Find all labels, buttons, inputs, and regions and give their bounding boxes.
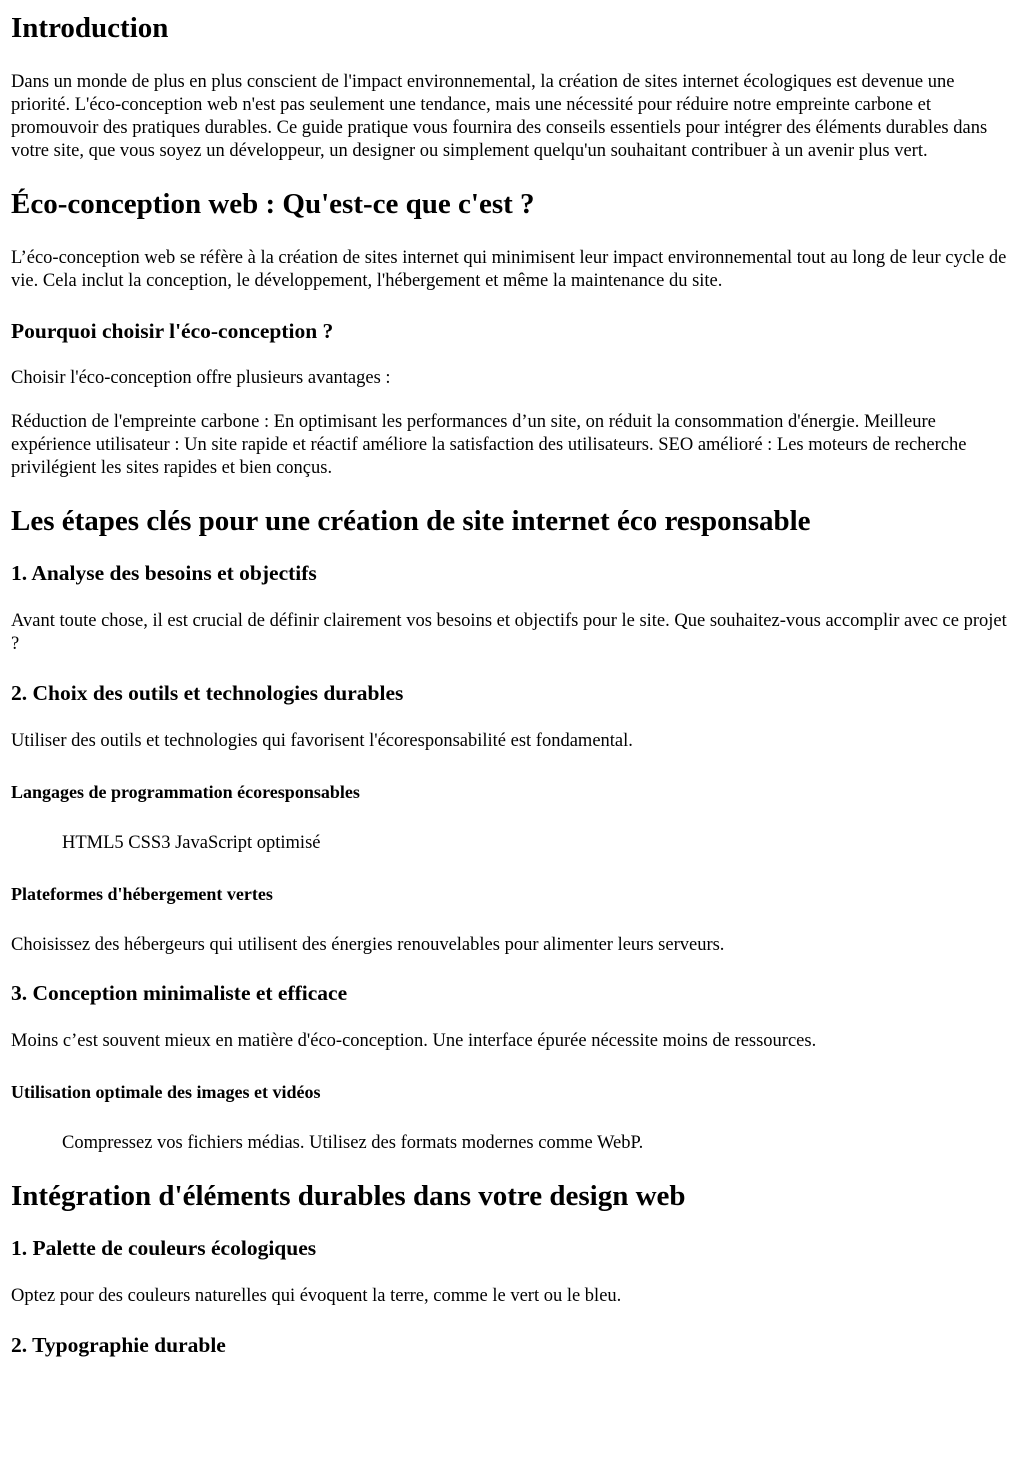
- languages-heading: Langages de programmation écoresponsables: [11, 782, 360, 802]
- hosting-heading: Plateformes d'hébergement vertes: [11, 884, 273, 904]
- intro-paragraph: Dans un monde de plus en plus conscient de l'impact environnemental, la création de sites internet écologiques est devenue une priorité. L'éco-conception web n'est pas seulement une tendance, mais une nécessité pour réduire notre empreinte carbone et promouvoir des pratiques durables. Ce guide pratique vous fournira des conseils essentiels pour intégrer des éléments durables dans votre site, que vous soyez un développeur, un designer ou simplement quelqu'un souhaitant contribuer à un avenir plus vert.: [11, 72, 988, 161]
- what-is-heading: Éco-conception web : Qu'est-ce que c'est ?: [11, 188, 535, 220]
- palette-paragraph: Optez pour des couleurs naturelles qui évoquent la terre, comme le vert ou le bleu.: [11, 1286, 622, 1306]
- integration-heading: Intégration d'éléments durables dans votre design web: [11, 1180, 686, 1212]
- steps-heading: Les étapes clés pour une création de site internet éco responsable: [11, 505, 811, 537]
- step3-heading: 3. Conception minimaliste et efficace: [11, 981, 348, 1005]
- step1-heading: 1. Analyse des besoins et objectifs: [11, 561, 317, 585]
- why-benefits: Réduction de l'empreinte carbone : En optimisant les performances d’un site, on réduit la consommation d'énergie. Meilleure expérience utilisateur : Un site rapide et réactif améliore la satisfaction des utilisateurs. SEO amélioré : Les moteurs de recherche privilégient les sites rapides et bien conçus.: [11, 412, 967, 478]
- step2-paragraph: Utiliser des outils et technologies qui favorisent l'écoresponsabilité est fondamental.: [11, 731, 633, 751]
- media-heading: Utilisation optimale des images et vidéos: [11, 1082, 321, 1102]
- step1-paragraph: Avant toute chose, il est crucial de définir clairement vos besoins et objectifs pour le site. Que souhaitez-vous accomplir avec ce projet ?: [11, 611, 1007, 654]
- intro-heading: Introduction: [11, 12, 169, 44]
- palette-heading: 1. Palette de couleurs écologiques: [11, 1236, 317, 1260]
- why-heading: Pourquoi choisir l'éco-conception ?: [11, 319, 334, 343]
- article: [0, 11, 1024, 1358]
- media-list: Compressez vos fichiers médias. Utilisez des formats modernes comme WebP.: [62, 1133, 644, 1153]
- typography-heading: 2. Typographie durable: [11, 1333, 226, 1357]
- hosting-paragraph: Choisissez des hébergeurs qui utilisent des énergies renouvelables pour alimenter leurs serveurs.: [11, 935, 725, 955]
- languages-list: HTML5 CSS3 JavaScript optimisé: [62, 833, 321, 853]
- what-is-paragraph: L’éco-conception web se réfère à la création de sites internet qui minimisent leur impact environnemental tout au long de leur cycle de vie. Cela inclut la conception, le développement, l'hébergement et même la maintenance du site.: [11, 248, 1007, 291]
- step2-heading: 2. Choix des outils et technologies durables: [11, 681, 404, 705]
- step3-paragraph: Moins c’est souvent mieux en matière d'éco-conception. Une interface épurée nécessite moins de ressources.: [11, 1031, 817, 1051]
- why-intro: Choisir l'éco-conception offre plusieurs avantages :: [11, 368, 391, 388]
